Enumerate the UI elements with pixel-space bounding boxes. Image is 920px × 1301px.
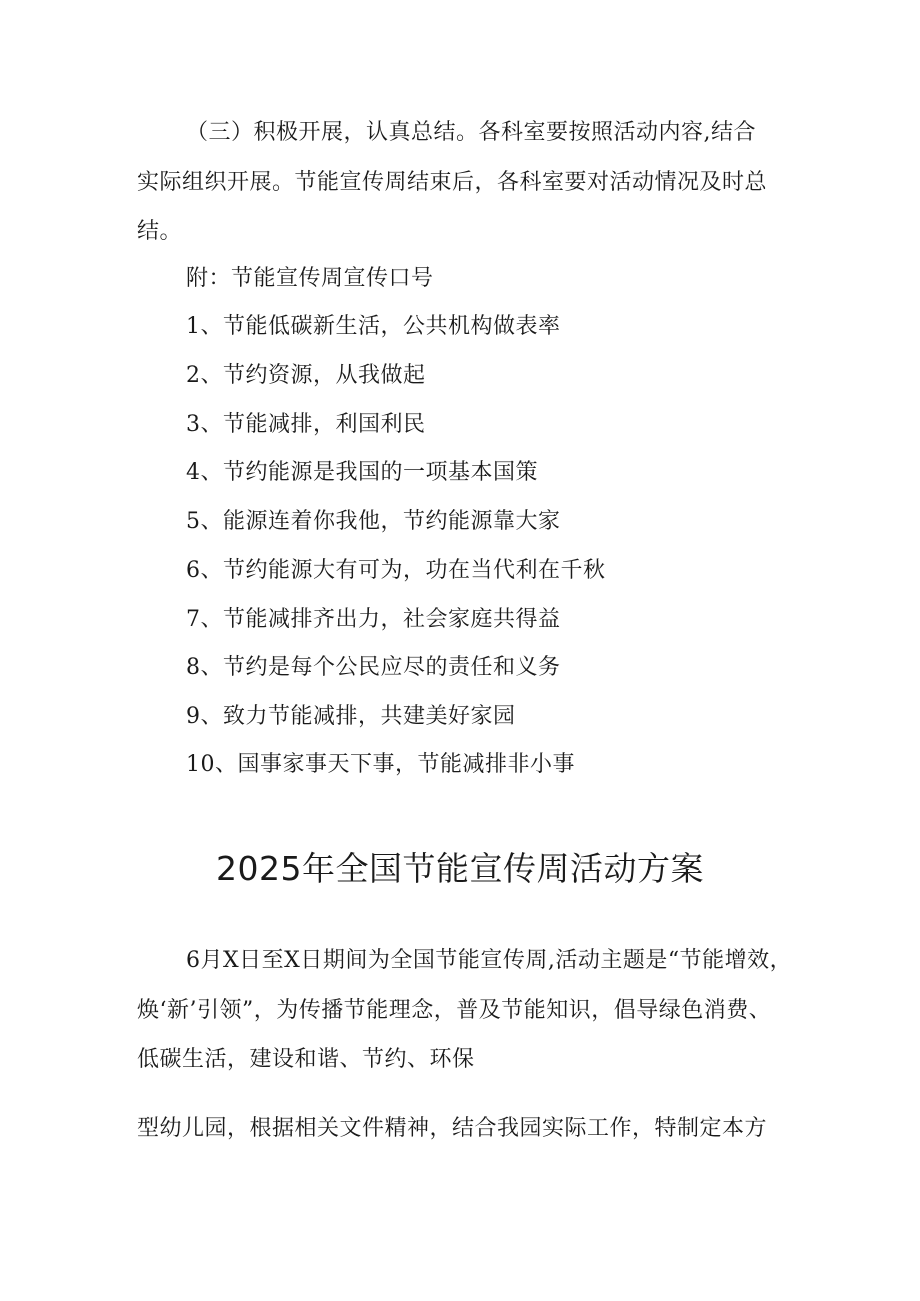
slogan-item: 10、国事家事天下事，节能减排非小事 bbox=[186, 752, 575, 777]
slogan-item: 9、致力节能减排，共建美好家园 bbox=[186, 704, 516, 729]
plan-paragraph-2-line-1: 型幼儿园，根据相关文件精神，结合我园实际工作，特制定本方 bbox=[137, 1116, 768, 1141]
section-three-line-1: （三）积极开展，认真总结。各科室要按照活动内容,结合 bbox=[186, 120, 756, 145]
slogan-item: 3、节能减排，利国利民 bbox=[186, 412, 426, 437]
slogan-item: 6、节约能源大有可为，功在当代利在千秋 bbox=[186, 558, 606, 583]
plan-paragraph-1-line-1: 6月X日至X日期间为全国节能宣传周,活动主题是“节能增效， bbox=[186, 948, 793, 973]
appendix-heading: 附：节能宣传周宣传口号 bbox=[186, 266, 434, 291]
slogan-item: 5、能源连着你我他，节约能源靠大家 bbox=[186, 509, 561, 534]
section-three-line-3: 结。 bbox=[137, 219, 183, 244]
plan-title: 2025年全国节能宣传周活动方案 bbox=[216, 849, 704, 888]
section-three-line-2: 实际组织开展。节能宣传周结束后，各科室要对活动情况及时总 bbox=[137, 170, 768, 195]
slogan-item: 7、节能减排齐出力，社会家庭共得益 bbox=[186, 607, 561, 632]
slogan-item: 2、节约资源，从我做起 bbox=[186, 363, 426, 388]
slogan-item: 4、节约能源是我国的一项基本国策 bbox=[186, 460, 538, 485]
slogan-item: 1、节能低碳新生活，公共机构做表率 bbox=[186, 314, 561, 339]
slogan-item: 8、节约是每个公民应尽的责任和义务 bbox=[186, 655, 561, 680]
plan-paragraph-1-line-3: 低碳生活，建设和谐、节约、环保 bbox=[137, 1047, 475, 1072]
plan-paragraph-1-line-2: 焕‘新’引领”，为传播节能理念，普及节能知识，倡导绿色消费、 bbox=[137, 998, 772, 1023]
